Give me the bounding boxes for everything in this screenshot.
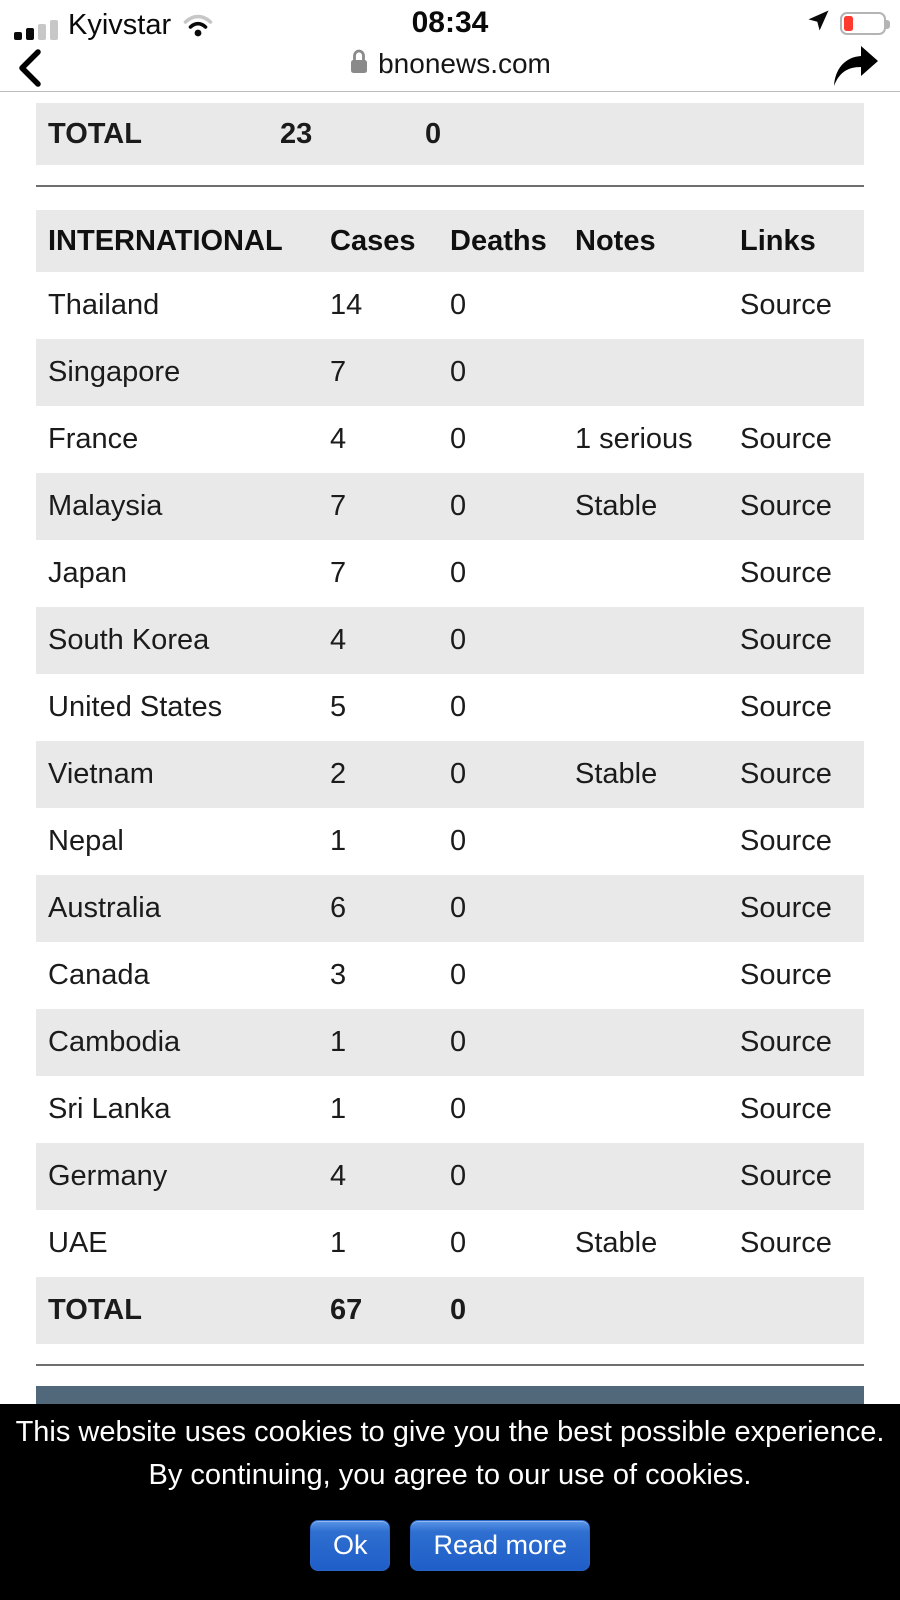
country-cell: Australia [48, 892, 161, 924]
source-link[interactable]: Source [740, 1227, 832, 1259]
web-page-content [0, 92, 900, 1416]
cases-cell: 4 [330, 423, 347, 455]
notes-cell: Stable [575, 758, 658, 790]
table-row-cambodia [36, 1009, 864, 1076]
deaths-cell: 0 [450, 892, 467, 924]
cases-cell: 1 [330, 1227, 347, 1259]
country-cell: South Korea [48, 624, 210, 656]
cases-cell: 6 [330, 892, 347, 924]
deaths-cell: 0 [450, 356, 467, 388]
table-row-uae [36, 1210, 864, 1277]
cases-cell: 5 [330, 691, 347, 723]
country-cell: UAE [48, 1227, 108, 1259]
deaths-cell: 0 [450, 1093, 467, 1125]
cases-cell: 1 [330, 1026, 347, 1058]
country-cell: Vietnam [48, 758, 154, 790]
table-row-thailand [36, 272, 864, 339]
cookie-consent-banner [0, 1404, 900, 1600]
country-cell: United States [48, 691, 223, 723]
cases-cell: 2 [330, 758, 347, 790]
country-cell: Sri Lanka [48, 1093, 171, 1125]
source-link[interactable]: Source [740, 557, 832, 589]
table-row-france [36, 406, 864, 473]
source-link[interactable]: Source [740, 624, 832, 656]
deaths-cell: 0 [450, 1026, 467, 1058]
total-deaths: 0 [450, 1294, 467, 1326]
deaths-cell: 0 [450, 1227, 467, 1259]
cases-cell: 7 [330, 356, 347, 388]
section-divider [36, 185, 864, 187]
country-cell: Malaysia [48, 490, 163, 522]
cases-cell: 4 [330, 1160, 347, 1192]
source-link[interactable]: Source [740, 758, 832, 790]
table-row-singapore [36, 339, 864, 406]
battery-icon [840, 12, 886, 35]
country-cell: Thailand [48, 289, 160, 321]
source-link[interactable]: Source [740, 289, 832, 321]
source-link[interactable]: Source [740, 959, 832, 991]
total-deaths: 0 [425, 118, 442, 150]
country-cell: Cambodia [48, 1026, 181, 1058]
location-services-icon [807, 9, 830, 37]
lock-icon [349, 48, 369, 80]
cases-cell: 1 [330, 1093, 347, 1125]
intl-table-body [36, 272, 864, 1344]
table-row-united-states [36, 674, 864, 741]
table-row-australia [36, 875, 864, 942]
carrier-label: Kyivstar [68, 9, 172, 41]
country-cell: Nepal [48, 825, 124, 857]
read-more-button[interactable]: Read more [410, 1520, 590, 1571]
intl-table-total-row [36, 1277, 864, 1344]
total-cases: 67 [330, 1294, 363, 1326]
deaths-cell: 0 [450, 825, 467, 857]
table-row-vietnam [36, 741, 864, 808]
total-label: TOTAL [48, 1294, 142, 1326]
ok-button[interactable]: Ok [310, 1520, 391, 1571]
table-row-germany [36, 1143, 864, 1210]
table-row-canada [36, 942, 864, 1009]
country-cell: Canada [48, 959, 150, 991]
source-link[interactable]: Source [740, 825, 832, 857]
cases-cell: 14 [330, 289, 363, 321]
url-text: bnonews.com [378, 48, 551, 79]
cookie-text-line1: This website uses cookies to give you the best possible experience. [15, 1416, 885, 1448]
deaths-cell: 0 [450, 959, 467, 991]
source-link[interactable]: Source [740, 1093, 832, 1125]
cookie-text-line2: By continuing, you agree to our use of cookies. [148, 1459, 752, 1491]
prev-table-total-row [36, 103, 864, 165]
address-bar[interactable] [0, 48, 900, 80]
deaths-cell: 0 [450, 423, 467, 455]
header-notes: Notes [575, 225, 656, 257]
total-label: TOTAL [48, 118, 142, 150]
share-forward-button[interactable] [832, 44, 880, 93]
country-cell: Singapore [48, 356, 181, 388]
table-row-sri-lanka [36, 1076, 864, 1143]
deaths-cell: 0 [450, 289, 467, 321]
cases-cell: 7 [330, 490, 347, 522]
table-row-japan [36, 540, 864, 607]
header-cases: Cases [330, 225, 416, 257]
source-link[interactable]: Source [740, 423, 832, 455]
deaths-cell: 0 [450, 1160, 467, 1192]
notes-cell: Stable [575, 1227, 658, 1259]
deaths-cell: 0 [450, 691, 467, 723]
status-bar [0, 0, 900, 44]
cases-cell: 3 [330, 959, 347, 991]
cases-cell: 7 [330, 557, 347, 589]
notes-cell: 1 serious [575, 423, 693, 455]
table-row-south-korea [36, 607, 864, 674]
cases-cell: 4 [330, 624, 347, 656]
section-divider [36, 1364, 864, 1366]
source-link[interactable]: Source [740, 1026, 832, 1058]
total-cases: 23 [280, 118, 313, 150]
browser-toolbar [0, 44, 900, 92]
header-international: INTERNATIONAL [48, 225, 283, 257]
notes-cell: Stable [575, 490, 658, 522]
source-link[interactable]: Source [740, 691, 832, 723]
table-row-malaysia [36, 473, 864, 540]
source-link[interactable]: Source [740, 1160, 832, 1192]
header-deaths: Deaths [450, 225, 547, 257]
header-links: Links [740, 225, 816, 257]
intl-table-header [36, 210, 864, 272]
deaths-cell: 0 [450, 557, 467, 589]
source-link[interactable]: Source [740, 892, 832, 924]
deaths-cell: 0 [450, 758, 467, 790]
deaths-cell: 0 [450, 624, 467, 656]
country-cell: Germany [48, 1160, 168, 1192]
cases-cell: 1 [330, 825, 347, 857]
country-cell: Japan [48, 557, 128, 589]
clock: 08:34 [411, 6, 489, 39]
source-link[interactable]: Source [740, 490, 832, 522]
deaths-cell: 0 [450, 490, 467, 522]
country-cell: France [48, 423, 139, 455]
table-row-nepal [36, 808, 864, 875]
